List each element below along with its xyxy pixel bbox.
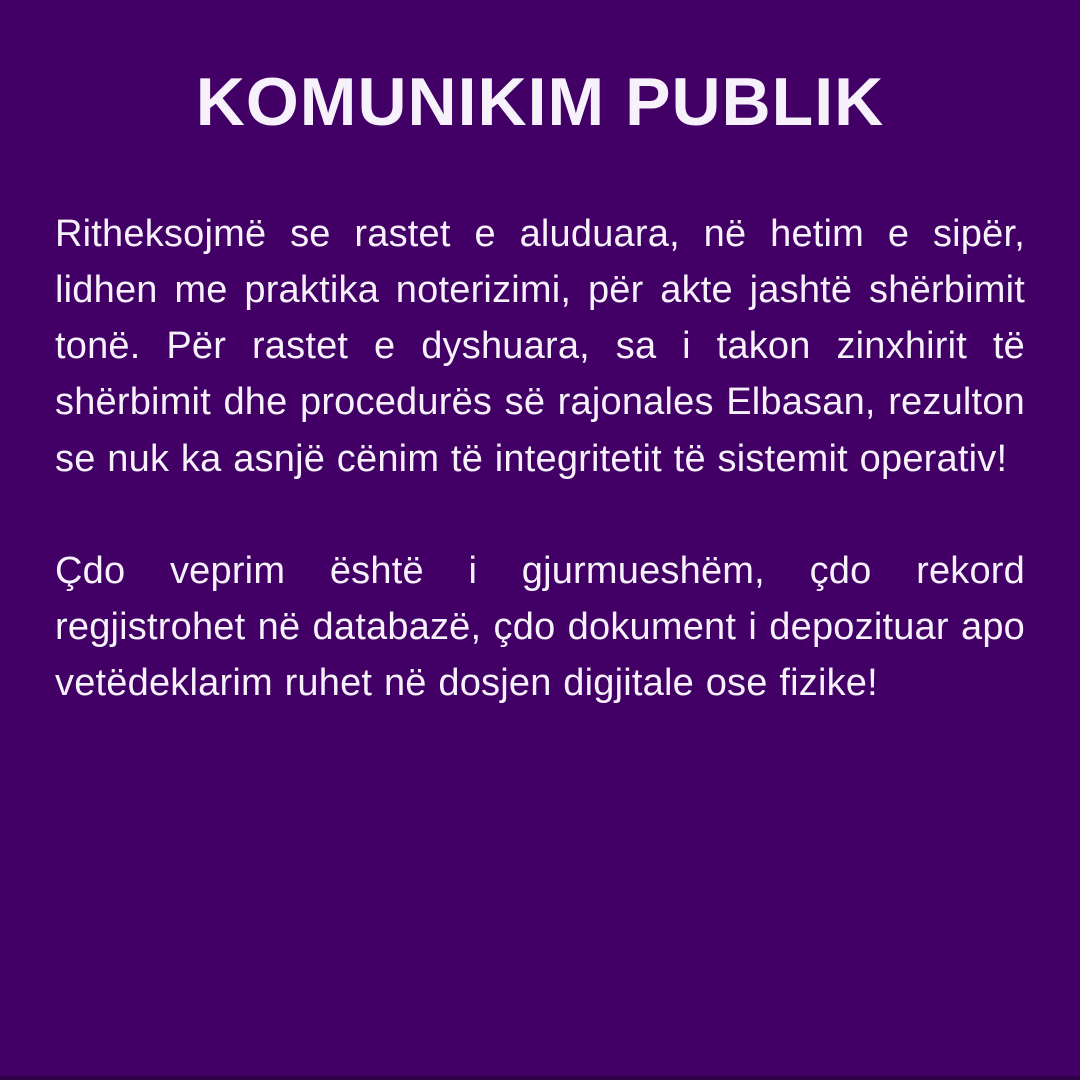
poster-title: KOMUNIKIM PUBLIK	[195, 64, 885, 140]
announcement-paragraph-2: Çdo veprim është i gjurmueshëm, çdo rekord regjistrohet në databazë, çdo dokument i depozituar apo vetëdeklarim ruhet në dosjen digjitale ose fizike!	[55, 549, 1025, 705]
announcement-paragraph-1: Ritheksojmë se rastet e aluduara, në hetim e sipër, lidhen me praktika noterizimi, për akte jashtë shërbimit tonë. Për rastet e dyshuara, sa i takon zinxhirit të shërbimit dhe procedurës së rajonales Elbasan, rezulton se nuk ka asnjë cënim të integritetit të sistemit operativ!	[55, 212, 1025, 480]
bottom-edge-divider	[0, 1076, 1080, 1080]
